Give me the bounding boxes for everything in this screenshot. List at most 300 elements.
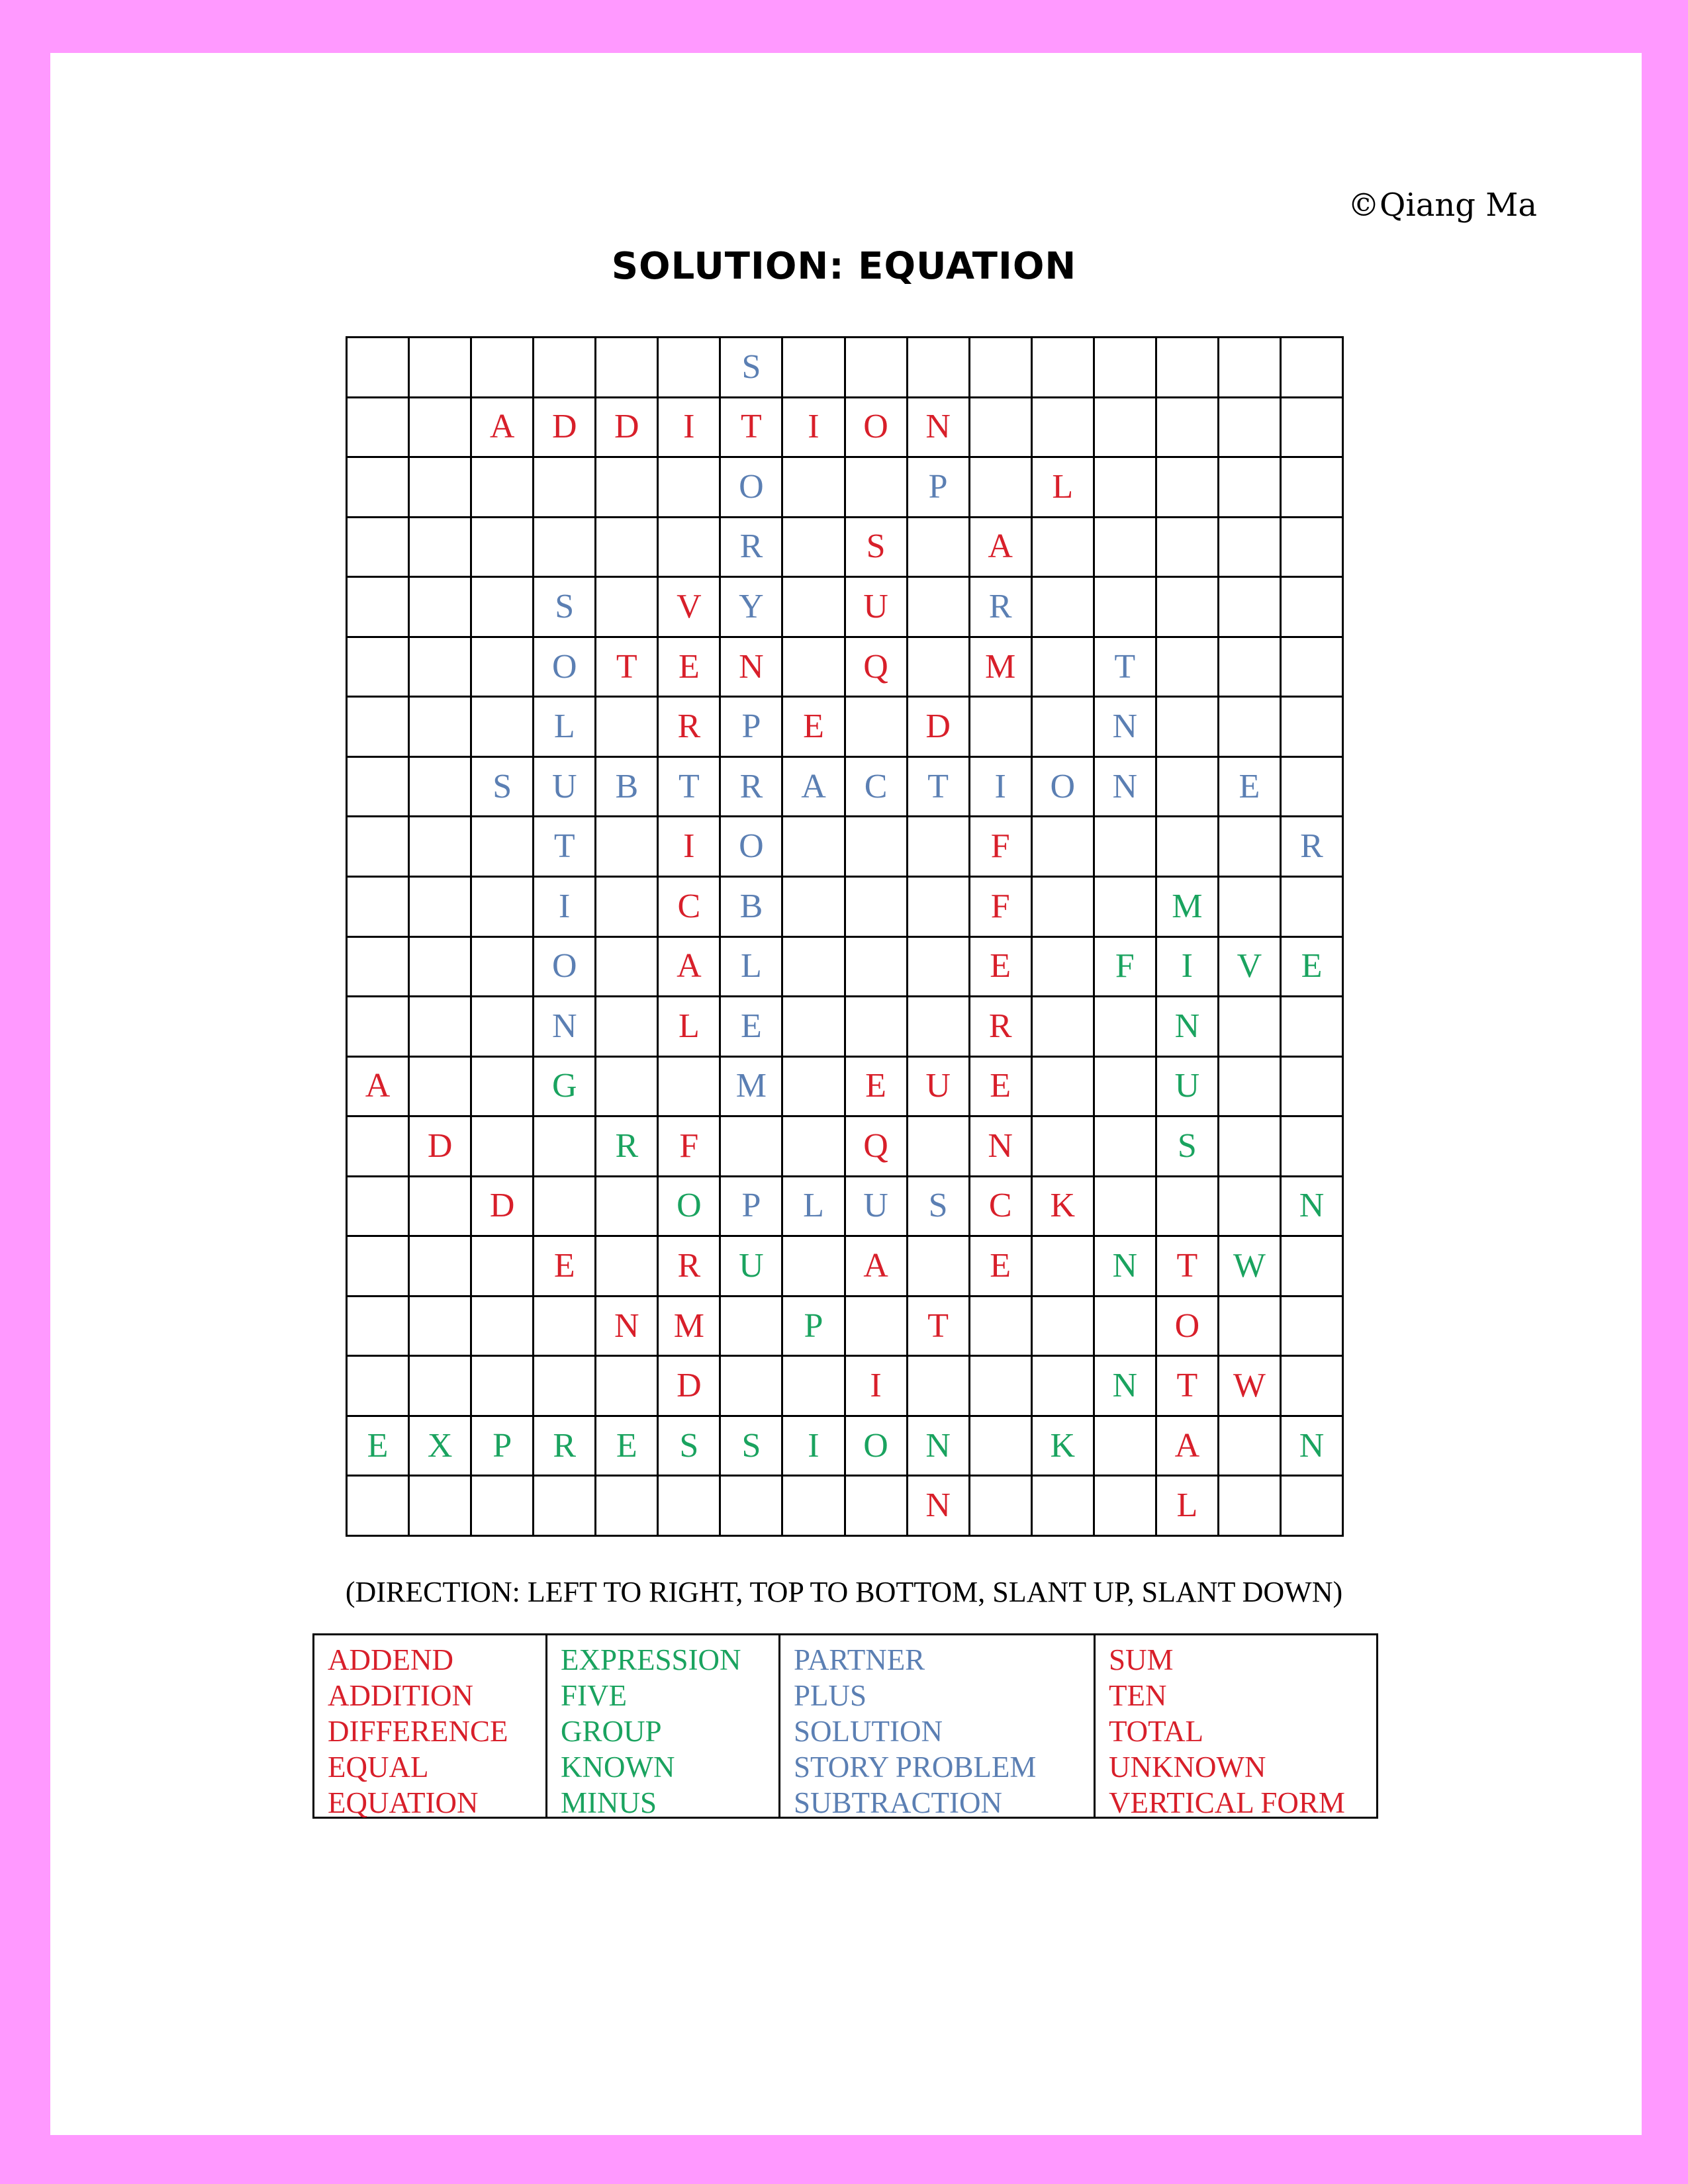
grid-empty-cell xyxy=(410,817,472,878)
grid-letter-cell: L xyxy=(1033,458,1095,518)
grid-letter-cell: T xyxy=(534,817,596,878)
grid-empty-cell xyxy=(1219,1177,1282,1238)
grid-letter-cell: I xyxy=(970,758,1033,818)
word-bank-item: KNOWN xyxy=(561,1751,675,1784)
grid-empty-cell xyxy=(596,338,659,398)
grid-empty-cell xyxy=(534,1357,596,1417)
grid-letter-cell: U xyxy=(908,1058,970,1118)
grid-empty-cell xyxy=(1033,1477,1095,1537)
grid-letter-cell: R xyxy=(970,997,1033,1058)
grid-empty-cell xyxy=(908,1117,970,1177)
grid-letter-cell: T xyxy=(659,758,721,818)
grid-empty-cell xyxy=(410,1477,472,1537)
grid-empty-cell xyxy=(1282,638,1344,698)
grid-empty-cell xyxy=(472,1477,534,1537)
grid-empty-cell xyxy=(1157,638,1219,698)
grid-empty-cell xyxy=(534,1297,596,1357)
grid-letter-cell: P xyxy=(908,458,970,518)
grid-empty-cell xyxy=(596,938,659,998)
grid-empty-cell xyxy=(1282,578,1344,638)
grid-letter-cell: O xyxy=(659,1177,721,1238)
grid-empty-cell xyxy=(1095,398,1157,459)
grid-empty-cell xyxy=(596,1357,659,1417)
grid-empty-cell xyxy=(1219,997,1282,1058)
grid-empty-cell xyxy=(1157,578,1219,638)
grid-letter-cell: O xyxy=(721,458,783,518)
word-bank-item: ADDITION xyxy=(328,1679,473,1712)
grid-empty-cell xyxy=(846,338,908,398)
grid-empty-cell xyxy=(1282,338,1344,398)
grid-empty-cell xyxy=(472,338,534,398)
grid-empty-cell xyxy=(348,1177,410,1238)
grid-letter-cell: I xyxy=(1157,938,1219,998)
word-search-grid xyxy=(346,336,1344,1537)
grid-letter-cell: N xyxy=(1095,1357,1157,1417)
grid-empty-cell xyxy=(783,1237,845,1297)
grid-empty-cell xyxy=(1095,1117,1157,1177)
grid-empty-cell xyxy=(410,878,472,938)
grid-empty-cell xyxy=(348,578,410,638)
grid-letter-cell: N xyxy=(970,1117,1033,1177)
grid-empty-cell xyxy=(348,1297,410,1357)
grid-empty-cell xyxy=(783,1477,845,1537)
grid-letter-cell: P xyxy=(721,1177,783,1238)
word-bank-item: ADDEND xyxy=(328,1643,453,1676)
grid-empty-cell xyxy=(410,997,472,1058)
grid-empty-cell xyxy=(846,878,908,938)
grid-letter-cell: S xyxy=(472,758,534,818)
grid-empty-cell xyxy=(472,1058,534,1118)
grid-letter-cell: E xyxy=(348,1417,410,1477)
grid-empty-cell xyxy=(783,578,845,638)
grid-letter-cell: S xyxy=(1157,1117,1219,1177)
grid-empty-cell xyxy=(472,638,534,698)
grid-letter-cell: T xyxy=(596,638,659,698)
grid-letter-cell: A xyxy=(348,1058,410,1118)
grid-empty-cell xyxy=(970,1477,1033,1537)
grid-empty-cell xyxy=(1033,398,1095,459)
grid-empty-cell xyxy=(1219,878,1282,938)
grid-letter-cell: P xyxy=(472,1417,534,1477)
grid-empty-cell xyxy=(348,758,410,818)
grid-empty-cell xyxy=(1219,458,1282,518)
grid-empty-cell xyxy=(1282,1357,1344,1417)
word-bank-item: UNKNOWN xyxy=(1109,1751,1266,1784)
grid-letter-cell: R xyxy=(721,758,783,818)
word-bank-item: SOLUTION xyxy=(794,1715,943,1748)
grid-empty-cell xyxy=(783,817,845,878)
grid-empty-cell xyxy=(846,997,908,1058)
grid-letter-cell: T xyxy=(908,758,970,818)
grid-letter-cell: M xyxy=(1157,878,1219,938)
grid-empty-cell xyxy=(783,997,845,1058)
grid-empty-cell xyxy=(348,997,410,1058)
grid-letter-cell: O xyxy=(534,938,596,998)
grid-empty-cell xyxy=(1095,878,1157,938)
grid-empty-cell xyxy=(596,817,659,878)
direction-note: (DIRECTION: LEFT TO RIGHT, TOP TO BOTTOM, SLANT UP, SLANT DOWN) xyxy=(345,1576,1343,1608)
grid-letter-cell: Y xyxy=(721,578,783,638)
grid-empty-cell xyxy=(1033,997,1095,1058)
grid-empty-cell xyxy=(908,878,970,938)
grid-empty-cell xyxy=(1282,1237,1344,1297)
grid-letter-cell: F xyxy=(970,878,1033,938)
grid-empty-cell xyxy=(721,1117,783,1177)
grid-letter-cell: N xyxy=(908,1477,970,1537)
grid-letter-cell: E xyxy=(970,1237,1033,1297)
grid-letter-cell: L xyxy=(783,1177,845,1238)
grid-letter-cell: I xyxy=(534,878,596,938)
grid-empty-cell xyxy=(472,1357,534,1417)
grid-empty-cell xyxy=(908,638,970,698)
grid-letter-cell: P xyxy=(783,1297,845,1357)
grid-empty-cell xyxy=(970,1357,1033,1417)
grid-empty-cell xyxy=(1219,817,1282,878)
grid-empty-cell xyxy=(846,458,908,518)
grid-letter-cell: E xyxy=(783,698,845,758)
grid-empty-cell xyxy=(1095,1477,1157,1537)
grid-empty-cell xyxy=(348,458,410,518)
grid-letter-cell: S xyxy=(659,1417,721,1477)
grid-letter-cell: N xyxy=(721,638,783,698)
grid-letter-cell: N xyxy=(908,398,970,459)
grid-empty-cell xyxy=(1033,817,1095,878)
grid-empty-cell xyxy=(348,1477,410,1537)
grid-empty-cell xyxy=(970,1417,1033,1477)
grid-empty-cell xyxy=(721,1357,783,1417)
grid-empty-cell xyxy=(970,398,1033,459)
word-bank-item: TOTAL xyxy=(1109,1715,1204,1748)
grid-empty-cell xyxy=(1033,518,1095,578)
grid-empty-cell xyxy=(1282,758,1344,818)
grid-empty-cell xyxy=(1219,578,1282,638)
word-bank-item: EQUAL xyxy=(328,1751,429,1784)
word-bank-item: MINUS xyxy=(561,1786,657,1819)
grid-empty-cell xyxy=(410,338,472,398)
grid-empty-cell xyxy=(783,938,845,998)
grid-letter-cell: N xyxy=(1095,698,1157,758)
grid-empty-cell xyxy=(596,578,659,638)
grid-empty-cell xyxy=(970,1297,1033,1357)
grid-letter-cell: C xyxy=(659,878,721,938)
grid-empty-cell xyxy=(1095,1058,1157,1118)
grid-empty-cell xyxy=(846,1477,908,1537)
grid-empty-cell xyxy=(1282,997,1344,1058)
grid-letter-cell: E xyxy=(846,1058,908,1118)
grid-letter-cell: N xyxy=(1282,1177,1344,1238)
word-bank-item: EQUATION xyxy=(328,1786,479,1819)
grid-empty-cell xyxy=(1033,1357,1095,1417)
grid-empty-cell xyxy=(596,458,659,518)
grid-letter-cell: R xyxy=(721,518,783,578)
grid-empty-cell xyxy=(908,938,970,998)
grid-empty-cell xyxy=(348,817,410,878)
grid-empty-cell xyxy=(1282,878,1344,938)
grid-empty-cell xyxy=(908,997,970,1058)
word-bank-item: PARTNER xyxy=(794,1643,925,1676)
grid-letter-cell: L xyxy=(659,997,721,1058)
grid-empty-cell xyxy=(1282,1477,1344,1537)
grid-letter-cell: Q xyxy=(846,638,908,698)
grid-letter-cell: O xyxy=(1033,758,1095,818)
grid-empty-cell xyxy=(1282,698,1344,758)
grid-empty-cell xyxy=(1033,638,1095,698)
grid-letter-cell: R xyxy=(970,578,1033,638)
grid-empty-cell xyxy=(1095,817,1157,878)
grid-letter-cell: M xyxy=(659,1297,721,1357)
grid-empty-cell xyxy=(1157,458,1219,518)
word-bank-column xyxy=(1096,1635,1376,1817)
grid-letter-cell: F xyxy=(1095,938,1157,998)
grid-empty-cell xyxy=(1095,578,1157,638)
grid-letter-cell: W xyxy=(1219,1237,1282,1297)
grid-empty-cell xyxy=(908,1357,970,1417)
grid-empty-cell xyxy=(1282,458,1344,518)
word-bank-item: VERTICAL FORM xyxy=(1109,1786,1345,1819)
grid-empty-cell xyxy=(410,518,472,578)
grid-empty-cell xyxy=(348,938,410,998)
grid-empty-cell xyxy=(1095,997,1157,1058)
grid-empty-cell xyxy=(908,338,970,398)
grid-letter-cell: E xyxy=(534,1237,596,1297)
grid-letter-cell: I xyxy=(659,817,721,878)
grid-letter-cell: I xyxy=(783,398,845,459)
grid-letter-cell: C xyxy=(846,758,908,818)
grid-empty-cell xyxy=(410,758,472,818)
grid-letter-cell: O xyxy=(534,638,596,698)
grid-empty-cell xyxy=(1033,938,1095,998)
grid-empty-cell xyxy=(410,1058,472,1118)
grid-empty-cell xyxy=(1157,698,1219,758)
grid-letter-cell: M xyxy=(970,638,1033,698)
grid-empty-cell xyxy=(472,878,534,938)
grid-empty-cell xyxy=(1033,878,1095,938)
grid-empty-cell xyxy=(1033,1117,1095,1177)
grid-letter-cell: R xyxy=(659,1237,721,1297)
grid-empty-cell xyxy=(1157,398,1219,459)
grid-letter-cell: D xyxy=(472,1177,534,1238)
grid-empty-cell xyxy=(846,698,908,758)
grid-empty-cell xyxy=(1095,1297,1157,1357)
grid-letter-cell: O xyxy=(1157,1297,1219,1357)
grid-letter-cell: U xyxy=(846,1177,908,1238)
grid-letter-cell: T xyxy=(1157,1237,1219,1297)
grid-empty-cell xyxy=(472,518,534,578)
grid-letter-cell: R xyxy=(1282,817,1344,878)
grid-empty-cell xyxy=(1219,1477,1282,1537)
grid-letter-cell: O xyxy=(721,817,783,878)
grid-empty-cell xyxy=(1282,1058,1344,1118)
grid-empty-cell xyxy=(410,578,472,638)
grid-empty-cell xyxy=(1219,518,1282,578)
grid-empty-cell xyxy=(1157,338,1219,398)
grid-letter-cell: I xyxy=(846,1357,908,1417)
grid-empty-cell xyxy=(1095,338,1157,398)
grid-empty-cell xyxy=(1157,817,1219,878)
grid-letter-cell: U xyxy=(1157,1058,1219,1118)
grid-empty-cell xyxy=(970,338,1033,398)
grid-empty-cell xyxy=(348,1117,410,1177)
grid-empty-cell xyxy=(1033,578,1095,638)
grid-letter-cell: E xyxy=(970,938,1033,998)
grid-letter-cell: N xyxy=(1095,758,1157,818)
grid-empty-cell xyxy=(659,338,721,398)
word-bank-item: SUM xyxy=(1109,1643,1174,1676)
grid-letter-cell: T xyxy=(1095,638,1157,698)
grid-empty-cell xyxy=(348,338,410,398)
grid-empty-cell xyxy=(1095,1177,1157,1238)
grid-letter-cell: O xyxy=(846,1417,908,1477)
grid-letter-cell: D xyxy=(596,398,659,459)
grid-letter-cell: V xyxy=(1219,938,1282,998)
grid-empty-cell xyxy=(1033,1058,1095,1118)
word-bank-item: FIVE xyxy=(561,1679,627,1712)
grid-letter-cell: N xyxy=(534,997,596,1058)
grid-letter-cell: A xyxy=(970,518,1033,578)
grid-letter-cell: B xyxy=(721,878,783,938)
grid-letter-cell: L xyxy=(721,938,783,998)
grid-letter-cell: I xyxy=(783,1417,845,1477)
grid-empty-cell xyxy=(348,518,410,578)
grid-empty-cell xyxy=(783,518,845,578)
grid-letter-cell: X xyxy=(410,1417,472,1477)
word-bank-item: GROUP xyxy=(561,1715,662,1748)
grid-empty-cell xyxy=(472,997,534,1058)
grid-empty-cell xyxy=(596,1477,659,1537)
grid-empty-cell xyxy=(596,518,659,578)
grid-letter-cell: D xyxy=(659,1357,721,1417)
grid-empty-cell xyxy=(534,1177,596,1238)
grid-letter-cell: E xyxy=(1219,758,1282,818)
grid-empty-cell xyxy=(908,578,970,638)
page-title: SOLUTION: EQUATION xyxy=(611,245,1077,288)
grid-empty-cell xyxy=(348,878,410,938)
grid-letter-cell: K xyxy=(1033,1417,1095,1477)
grid-empty-cell xyxy=(348,638,410,698)
grid-empty-cell xyxy=(783,458,845,518)
grid-letter-cell: I xyxy=(659,398,721,459)
grid-empty-cell xyxy=(908,518,970,578)
grid-empty-cell xyxy=(1157,518,1219,578)
grid-empty-cell xyxy=(1033,1297,1095,1357)
grid-empty-cell xyxy=(410,458,472,518)
grid-empty-cell xyxy=(472,458,534,518)
grid-empty-cell xyxy=(783,638,845,698)
grid-letter-cell: S xyxy=(721,338,783,398)
grid-empty-cell xyxy=(1095,518,1157,578)
grid-empty-cell xyxy=(410,938,472,998)
grid-empty-cell xyxy=(596,698,659,758)
grid-letter-cell: T xyxy=(721,398,783,459)
word-bank-item: DIFFERENCE xyxy=(328,1715,508,1748)
grid-letter-cell: S xyxy=(534,578,596,638)
grid-empty-cell xyxy=(1219,1117,1282,1177)
grid-letter-cell: E xyxy=(659,638,721,698)
grid-letter-cell: L xyxy=(534,698,596,758)
grid-letter-cell: L xyxy=(1157,1477,1219,1537)
word-bank-column xyxy=(314,1635,547,1817)
grid-letter-cell: R xyxy=(596,1117,659,1177)
grid-empty-cell xyxy=(1219,398,1282,459)
grid-empty-cell xyxy=(1095,1417,1157,1477)
grid-letter-cell: A xyxy=(659,938,721,998)
grid-empty-cell xyxy=(348,1237,410,1297)
grid-letter-cell: D xyxy=(908,698,970,758)
grid-empty-cell xyxy=(1282,1297,1344,1357)
grid-letter-cell: S xyxy=(721,1417,783,1477)
grid-empty-cell xyxy=(1282,398,1344,459)
grid-letter-cell: A xyxy=(472,398,534,459)
grid-empty-cell xyxy=(659,1477,721,1537)
grid-empty-cell xyxy=(1219,638,1282,698)
grid-letter-cell: E xyxy=(721,997,783,1058)
grid-letter-cell: N xyxy=(1157,997,1219,1058)
grid-letter-cell: R xyxy=(659,698,721,758)
grid-empty-cell xyxy=(846,1297,908,1357)
grid-letter-cell: C xyxy=(970,1177,1033,1238)
word-bank-item: TEN xyxy=(1109,1679,1167,1712)
grid-empty-cell xyxy=(534,518,596,578)
grid-empty-cell xyxy=(348,398,410,459)
grid-empty-cell xyxy=(410,1357,472,1417)
grid-empty-cell xyxy=(410,1177,472,1238)
grid-empty-cell xyxy=(1095,458,1157,518)
grid-empty-cell xyxy=(1219,338,1282,398)
grid-letter-cell: A xyxy=(783,758,845,818)
grid-empty-cell xyxy=(1033,698,1095,758)
grid-letter-cell: U xyxy=(534,758,596,818)
grid-empty-cell xyxy=(472,1297,534,1357)
grid-empty-cell xyxy=(783,878,845,938)
grid-letter-cell: U xyxy=(846,578,908,638)
grid-letter-cell: B xyxy=(596,758,659,818)
grid-empty-cell xyxy=(1157,758,1219,818)
grid-letter-cell: E xyxy=(1282,938,1344,998)
grid-letter-cell: S xyxy=(846,518,908,578)
grid-empty-cell xyxy=(1219,1297,1282,1357)
grid-empty-cell xyxy=(596,1058,659,1118)
grid-empty-cell xyxy=(721,1297,783,1357)
grid-letter-cell: D xyxy=(534,398,596,459)
grid-letter-cell: Q xyxy=(846,1117,908,1177)
grid-letter-cell: E xyxy=(970,1058,1033,1118)
grid-empty-cell xyxy=(846,817,908,878)
grid-empty-cell xyxy=(1219,1417,1282,1477)
grid-letter-cell: D xyxy=(410,1117,472,1177)
grid-empty-cell xyxy=(472,578,534,638)
grid-empty-cell xyxy=(970,458,1033,518)
grid-letter-cell: N xyxy=(596,1297,659,1357)
grid-empty-cell xyxy=(472,938,534,998)
grid-empty-cell xyxy=(846,938,908,998)
grid-letter-cell: R xyxy=(534,1417,596,1477)
grid-empty-cell xyxy=(596,1177,659,1238)
grid-letter-cell: U xyxy=(721,1237,783,1297)
grid-letter-cell: M xyxy=(721,1058,783,1118)
grid-empty-cell xyxy=(1282,1117,1344,1177)
grid-empty-cell xyxy=(1157,1177,1219,1238)
grid-letter-cell: K xyxy=(1033,1177,1095,1238)
grid-empty-cell xyxy=(1282,518,1344,578)
grid-letter-cell: E xyxy=(596,1417,659,1477)
grid-empty-cell xyxy=(721,1477,783,1537)
grid-empty-cell xyxy=(472,817,534,878)
grid-empty-cell xyxy=(1219,1058,1282,1118)
grid-empty-cell xyxy=(596,1237,659,1297)
grid-empty-cell xyxy=(472,698,534,758)
grid-empty-cell xyxy=(410,398,472,459)
grid-empty-cell xyxy=(596,878,659,938)
